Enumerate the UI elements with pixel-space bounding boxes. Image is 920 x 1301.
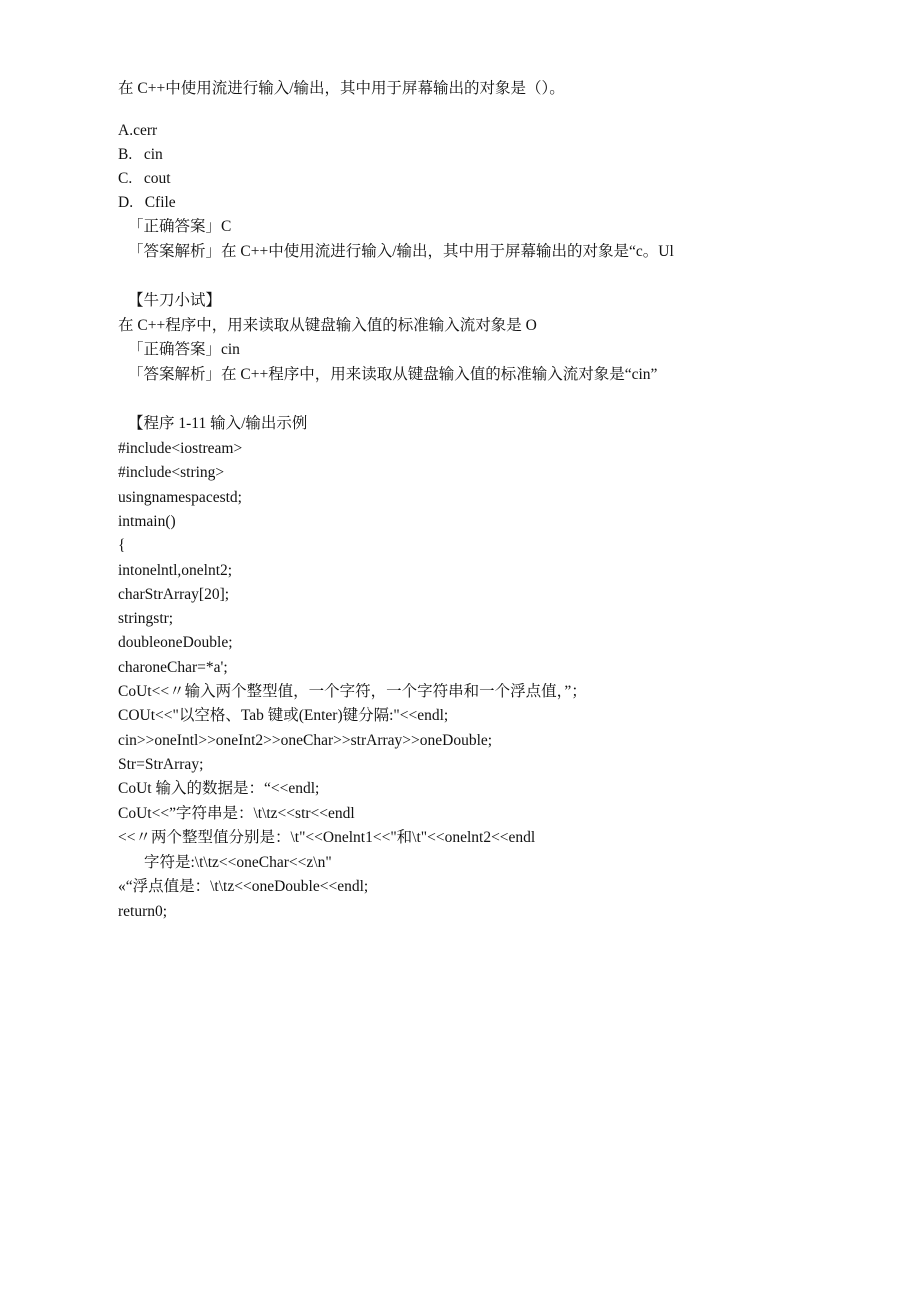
code-line: stringstr; bbox=[118, 610, 174, 627]
code-line: { bbox=[118, 537, 126, 554]
code-line: 字符是:\t\tz<<oneChar<<z\n" bbox=[144, 854, 332, 871]
quiz-stem: 在 C++程序中，用来读取从键盘输入值的标准输入流对象是 O bbox=[118, 317, 537, 334]
code-line: CoUt<<〃输入两个整型值，一个字符，一个字符串和一个浮点值，”； bbox=[118, 683, 587, 700]
code-line: Str=StrArray; bbox=[118, 756, 204, 773]
code-line: cin>>oneIntl>>oneInt2>>oneChar>>strArray>>oneDouble; bbox=[118, 732, 493, 749]
answer-analysis: 「答案解析」在 C++中使用流进行输入/输出，其中用于屏幕输出的对象是“c。Ul bbox=[128, 243, 674, 260]
quiz-heading: 【牛刀小试】 bbox=[128, 292, 222, 309]
code-line: charStrArray[20]; bbox=[118, 586, 230, 603]
code-line: CoUt<<”字符串是：\t\tz<<str<<endl bbox=[118, 805, 355, 822]
code-line: usingnamespacestd; bbox=[118, 489, 242, 506]
code-line: doubleoneDouble; bbox=[118, 634, 233, 651]
code-line: charoneChar=*a'; bbox=[118, 659, 228, 676]
code-line: «“浮点值是：\t\tz<<oneDouble<<endl; bbox=[118, 878, 369, 895]
quiz-answer: 「正确答案」cin bbox=[128, 341, 240, 358]
option-b: B. cin bbox=[118, 146, 163, 163]
code-line: #include<iostream> bbox=[118, 440, 243, 457]
question-stem: 在 C++中使用流进行输入/输出，其中用于屏幕输出的对象是（）。 bbox=[118, 80, 565, 97]
quiz-analysis: 「答案解析」在 C++程序中，用来读取从键盘输入值的标准输入流对象是“cin” bbox=[128, 366, 658, 383]
code-line: CoUt 输入的数据是：“<<endl; bbox=[118, 780, 320, 797]
code-line: #include<string> bbox=[118, 464, 225, 481]
code-line: intmain() bbox=[118, 513, 176, 530]
code-line: <<〃两个整型值分别是：\t"<<Onelnt1<<"和\t"<<onelnt2<<endl bbox=[118, 829, 536, 846]
option-c: C. cout bbox=[118, 170, 171, 187]
option-d: D. Cfile bbox=[118, 194, 176, 211]
program-heading: 【程序 1-11 输入/输出示例 bbox=[128, 415, 308, 432]
code-line: intonelntl,onelnt2; bbox=[118, 562, 233, 579]
code-line: return0; bbox=[118, 903, 168, 920]
code-line: COUt<<"以空格、Tab 键或(Enter)键分隔:"<<endl; bbox=[118, 707, 449, 724]
correct-answer: 「正确答案」C bbox=[128, 218, 232, 235]
option-a: A.cerr bbox=[118, 122, 158, 139]
